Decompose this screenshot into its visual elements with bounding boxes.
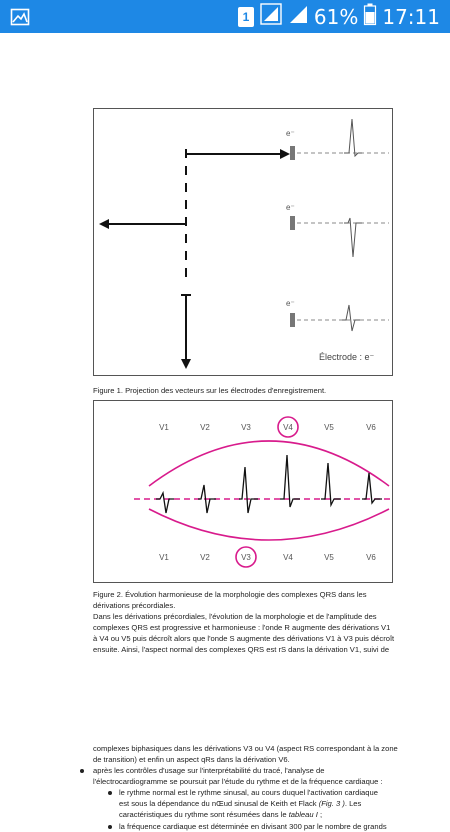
- figure-1-caption: Figure 1. Projection des vecteurs sur les électrodes d'enregistrement.: [93, 386, 327, 395]
- top-lead-v5: V5: [324, 423, 334, 432]
- figure-1-legend: Électrode : e⁻: [319, 352, 375, 362]
- sub-bullet-1-text: caractéristiques du rythme sont résumées dans le: [119, 810, 289, 819]
- figure-2-diagram: [94, 401, 394, 584]
- status-bar: [0, 0, 450, 33]
- bullet-1: [93, 765, 438, 787]
- sim-1-icon: 1: [238, 7, 254, 27]
- paragraph-1: [93, 611, 438, 655]
- paragraph-1-line: à V4 ou V5 puis décroît alors que l'onde S augmente des dérivations V1 à V3 puis décroît: [93, 634, 395, 643]
- top-lead-v4: V4: [283, 423, 293, 432]
- signal-box-icon: [260, 3, 282, 30]
- sub-bullet-1-line: [119, 798, 439, 809]
- figure-1: [93, 108, 393, 376]
- signal-strength-icon: [288, 4, 308, 29]
- battery-percent: 61%: [313, 4, 359, 29]
- electrode-label-3: e⁻: [286, 299, 295, 308]
- bottom-lead-v1: V1: [159, 553, 169, 562]
- paragraph-1-line: ensuite. Ainsi, l'aspect normal des complexes QRS est rS dans la dérivation V1, suivi de: [93, 645, 390, 654]
- top-lead-v2: V2: [200, 423, 210, 432]
- bottom-lead-v3: V3: [241, 553, 251, 562]
- paragraph-2-line: complexes biphasiques dans les dérivations V3 ou V4 (aspect RS correspondant à la zone: [93, 744, 398, 753]
- bullet-dot: [80, 769, 84, 773]
- gallery-icon[interactable]: [10, 7, 30, 27]
- sub-bullet-dot: [108, 825, 112, 829]
- sub-bullet-1-text: ;: [317, 810, 323, 819]
- document-page[interactable]: [0, 33, 450, 831]
- figure-2-caption-line-2: dérivations précordiales.: [93, 600, 176, 610]
- sub-bullet-1-line: le rythme normal est le rythme sinusal, au cours duquel l'activation cardiaque: [119, 788, 378, 797]
- paragraph-1-line: Dans les dérivations précordiales, l'évolution de la morphologie et de l'amplitude des: [93, 612, 377, 621]
- sub-bullet-dot: [108, 791, 112, 795]
- figure-2-caption: [93, 590, 423, 611]
- electrode-label-1: e⁻: [286, 129, 295, 138]
- electrode-label-2: e⁻: [286, 203, 295, 212]
- bottom-lead-v2: V2: [200, 553, 210, 562]
- bullet-1-line: l'électrocardiogramme se poursuit par l'étude du rythme et de la fréquence cardiaque :: [93, 777, 383, 786]
- bottom-lead-v5: V5: [324, 553, 334, 562]
- top-lead-v1: V1: [159, 423, 169, 432]
- sub-bullet-1-text: est sous la dépendance du nŒud sinusal de Keith et Flack: [119, 799, 319, 808]
- bottom-lead-v4: V4: [283, 553, 293, 562]
- figure-3-ref[interactable]: (Fig. 3 ): [318, 799, 345, 808]
- paragraph-1-line: complexes QRS est progressive et harmonieuse : l'onde R augmente des dérivations V1: [93, 623, 391, 632]
- clock: 17:11: [382, 4, 440, 29]
- sub-bullet-2-line: la fréquence cardiaque est déterminée en divisant 300 par le nombre de grands: [119, 822, 387, 831]
- battery-icon: [364, 3, 376, 30]
- sub-bullet-2: [119, 821, 439, 832]
- paragraph-2-line: de transition) et enfin un aspect qRs dans la dérivation V6.: [93, 755, 290, 764]
- bullet-1-line: après les contrôles d'usage sur l'interprétabilité du tracé, l'analyse de: [93, 766, 325, 775]
- figure-2-caption-line-1: Figure 2. Évolution harmonieuse de la morphologie des complexes QRS dans les: [93, 590, 367, 599]
- top-lead-v6: V6: [366, 423, 376, 432]
- sub-bullet-1-text: . Les: [344, 799, 362, 808]
- table-1-ref[interactable]: tableau I: [288, 810, 318, 819]
- paragraph-2: [93, 743, 438, 765]
- figure-2: [93, 400, 393, 583]
- top-lead-v3: V3: [241, 423, 251, 432]
- figure-1-diagram: [94, 109, 394, 377]
- sub-bullet-1-line: [119, 809, 439, 820]
- bottom-lead-v6: V6: [366, 553, 376, 562]
- sub-bullet-1: [119, 787, 439, 820]
